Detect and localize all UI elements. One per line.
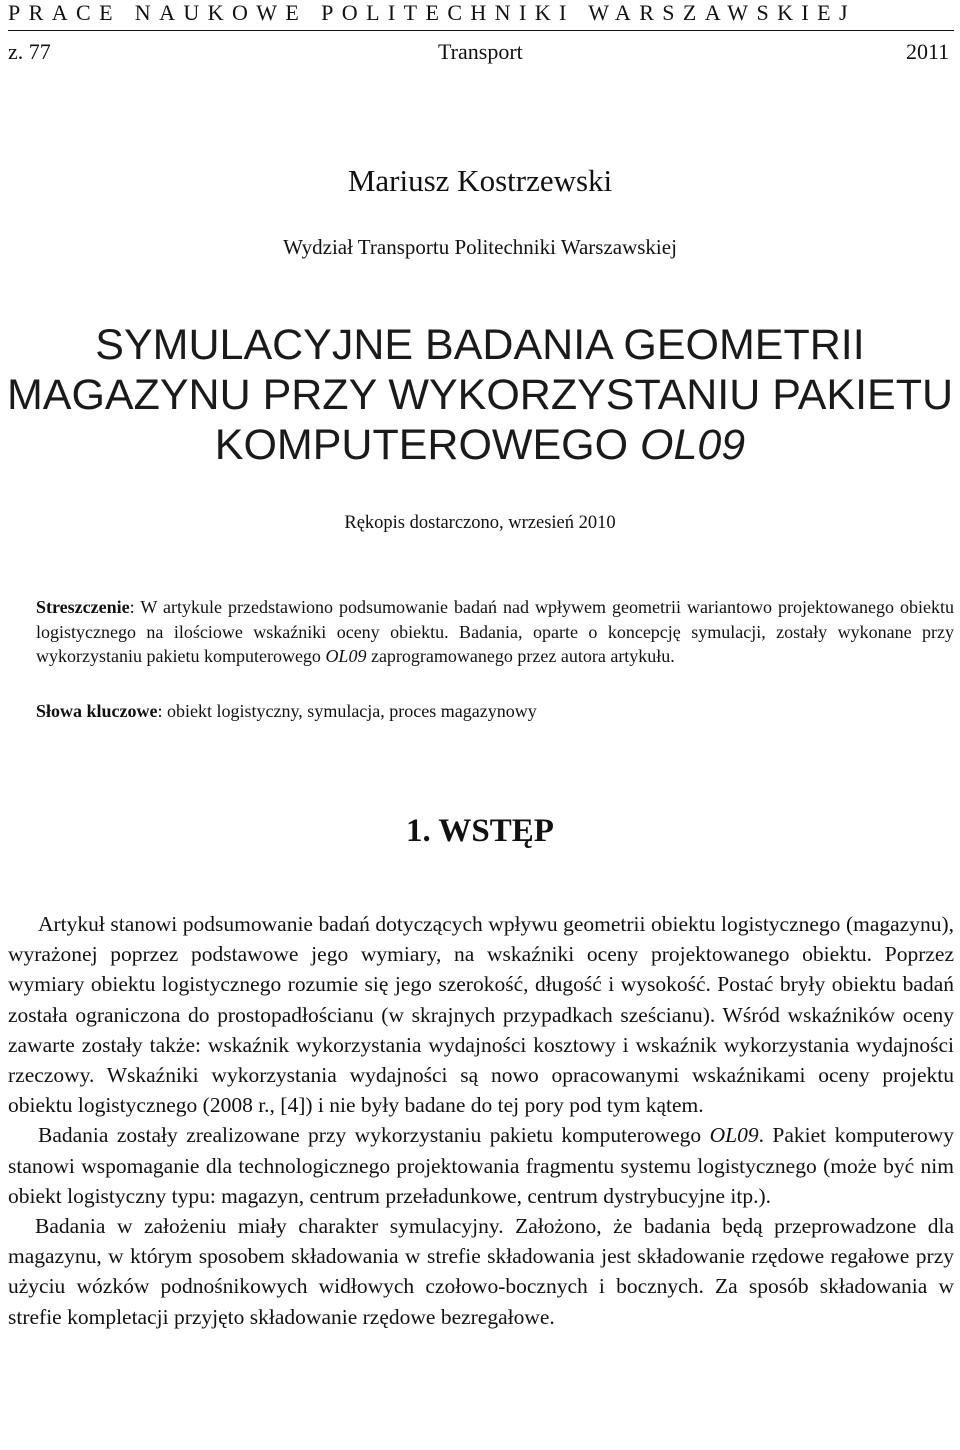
author-name: Mariusz Kostrzewski bbox=[347, 163, 613, 198]
title-line-2: MAGAZYNU PRZY WYKORZYSTANIU PAKIETU bbox=[6, 371, 954, 419]
series-name: Transport bbox=[438, 39, 523, 64]
abstract-label: Streszczenie bbox=[36, 597, 130, 617]
abstract bbox=[36, 595, 954, 669]
section-heading: 1. WSTĘP bbox=[406, 813, 554, 849]
volume-number: z. 77 bbox=[8, 39, 51, 64]
body-text bbox=[8, 909, 954, 1332]
journal-name: PRACE NAUKOWE POLITECHNIKI WARSZAWSKIEJ bbox=[8, 0, 856, 25]
title-line-3-text: KOMPUTEROWEGO bbox=[214, 421, 641, 469]
abstract-text-end: zaprogramowanego przez autora artykułu. bbox=[366, 646, 675, 667]
keywords bbox=[36, 699, 954, 723]
paragraph-1: Artykuł stanowi podsumowanie badań dotyczących wpływu geometrii obiektu logistycznego (magazynu), wyrażonej poprzez podstawowe jego wymiary, na wskaźniki oceny projektowanego obiektu. Poprzez wymiary obiektu logistycznego rozumie się jego szerokość, długość i wysokość. Postać bryły obiektu badań została ograniczona do prostopadłościanu (w skrajnych przypadkach sześcianu). Wśród wskaźników oceny zawarte zostały także: wskaźnik wykorzystania wydajności kosztowy i wskaźnik wykorzystania wydajności rzeczowy. Wskaźniki wykorzystania wydajności są nowo opracowanymi wskaźnikami oceny projektu obiektu logistycznego (2008 r., [4]) i nie były badane do tej pory pod tym kątem. bbox=[8, 912, 954, 1118]
keywords-text: : obiekt logistyczny, symulacja, proces magazynowy bbox=[157, 701, 537, 721]
title-software-name: OL09 bbox=[640, 421, 746, 469]
paragraph-2-text-end: . Pakiet komputerowy stanowi wspomaganie dla technologicznego projektowania fragmentu systemu logistycznego (może być nim obiekt logistyczny typu: magazyn, centrum przeładunkowe, centrum dystrybucyjne itp.). bbox=[8, 1123, 954, 1208]
publication-year: 2011 bbox=[906, 39, 950, 64]
paper-title bbox=[0, 320, 960, 470]
header-rule bbox=[8, 30, 954, 31]
paragraph-3: Badania w założeniu miały charakter symulacyjny. Założono, że badania będą przeprowadzone dla magazynu, w którym sposobem składowania w strefie składowania jest składowanie rzędowe regałowe przy użyciu wózków podnośnikowych widłowych czołowo-bocznych i bocznych. Za sposób składowania w strefie kompletacji przyjęto składowanie rzędowe bezregałowe. bbox=[8, 1214, 954, 1329]
author-affiliation: Wydział Transportu Politechniki Warszawskiej bbox=[283, 235, 677, 259]
paragraph-2-text: Badania zostały zrealizowane przy wykorzystaniu pakietu komputerowego bbox=[38, 1123, 710, 1148]
received-date: Rękopis dostarczono, wrzesień 2010 bbox=[344, 513, 616, 533]
abstract-text: : W artykule przedstawiono podsumowanie badań nad wpływem geometrii wariantowo projektowanego obiektu logistycznego na ilościowe wskaźniki oceny obiektu. Badania, oparte o koncepcję symulacji, zostały wykonane przy wykorzystaniu pakietu komputerowego bbox=[36, 597, 954, 667]
title-line-3 bbox=[0, 420, 960, 470]
paragraph-2 bbox=[8, 1120, 954, 1211]
title-line-1: SYMULACYJNE BADANIA GEOMETRII bbox=[95, 321, 865, 369]
keywords-label: Słowa kluczowe bbox=[36, 701, 158, 721]
paragraph-2-software-name: OL09 bbox=[709, 1123, 759, 1148]
abstract-software-name: OL09 bbox=[325, 646, 367, 667]
